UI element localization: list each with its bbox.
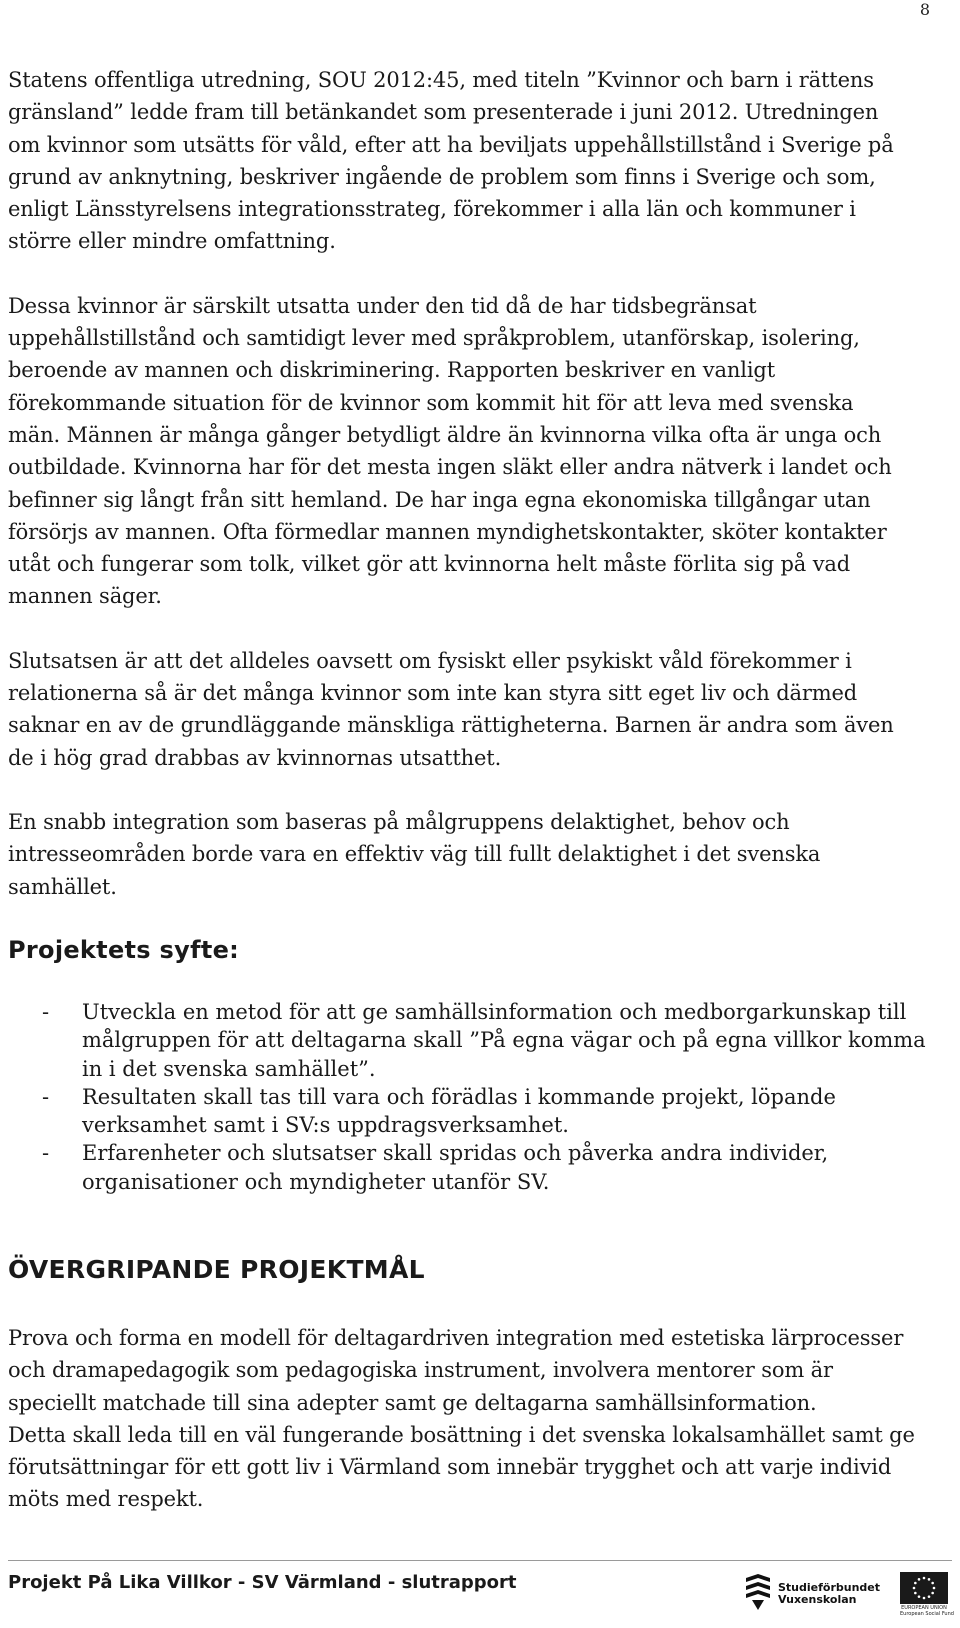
text-line: samhället. [8,874,117,899]
footer-divider [8,1560,952,1561]
paragraph [8,64,938,258]
text-line: Resultaten skall tas till vara och förädlas i kommande projekt, löpande [82,1084,836,1109]
text-line: beroende av mannen och diskriminering. Rapporten beskriver en vanligt [8,358,775,383]
eu-star [933,1587,936,1590]
eu-caption-line: EUROPEAN UNION [901,1605,947,1611]
footer-title: Projekt På Lika Villkor - SV Värmland - slutrapport [8,1572,517,1593]
paragraph [8,806,938,903]
text-line: Statens offentliga utredning, SOU 2012:45, med titeln ”Kvinnor och barn i rättens [8,68,874,92]
text-line: förutsättningar för ett gott liv i Värmland som innebär trygghet och att varje individ [8,1455,892,1480]
text-line: Slutsatsen är att det alldeles oavsett om fysiskt eller psykiskt våld förekommer i [8,648,852,673]
text-line: Dessa kvinnor är särskilt utsatta under den tid då de har tidsbegränsat [8,293,757,318]
eu-star [918,1595,921,1598]
text-line: speciellt matchade till sina adepter samt ge deltagarna samhällsinformation. [8,1390,817,1415]
eu-stars-icon [901,1573,947,1603]
eu-star [923,1577,926,1580]
text-line: grund av anknytning, beskriver ingående de problem som finns i Sverige och som, [8,164,876,189]
text-line: in i det svenska samhället”. [82,1056,376,1081]
sv-logo-line: Studieförbundet [778,1581,881,1594]
eu-star [914,1582,917,1585]
text-line: målgruppen för att deltagarna skall ”På egna vägar och på egna villkor komma [82,1028,926,1053]
text-line: försörjs av mannen. Ofta förmedlar mannen myndighetskontakter, sköter kontakter [8,519,887,544]
purpose-item [8,1083,938,1140]
text-line: möts med respekt. [8,1487,204,1512]
text-line: utåt och fungerar som tolk, vilket gör att kvinnorna helt måste förlita sig på vad [8,552,851,577]
eu-star [918,1578,921,1581]
dash-marker: - [42,1084,50,1109]
text-line: om kvinnor som utsätts för våld, efter att ha beviljats uppehållstillstånd i Sverige på [8,132,894,157]
text-line: mannen säger. [8,584,162,609]
text-line: Prova och forma en modell för deltagardriven integration med estetiska lärprocesser [8,1326,904,1350]
eu-caption-line: European Social Fund [900,1611,954,1617]
text-line: Utveckla en metod för att ge samhällsinformation och medborgarkunskap till [82,1000,907,1024]
text-line: verksamhet samt i SV:s uppdragsverksamhet. [82,1113,569,1138]
page-number: 8 [919,0,930,19]
goal-paragraph [8,1322,938,1516]
text-line: Detta skall leda till en väl fungerande bosättning i det svenska lokalsamhället samt ge [8,1422,915,1447]
eu-star [928,1595,931,1598]
text-line: organisationer och myndigheter utanför SV. [82,1169,550,1194]
text-line: intresseområden borde vara en effektiv väg till fullt delaktighet i det svenska [8,842,821,867]
text-line: enligt Länsstyrelsens integrationsstrateg, förekommer i alla län och kommuner i [8,197,856,222]
text-line: män. Männen är många gånger betydligt äldre än kvinnorna vilka ofta är unga och [8,422,882,447]
studieforbundet-logo [742,1568,882,1616]
text-line: saknar en av de grundläggande mänskliga rättigheterna. Barnen är andra som även [8,713,894,738]
eu-star [913,1587,916,1590]
sv-logo-text [778,1582,880,1606]
eu-caption [900,1605,954,1617]
purpose-list [8,998,938,1196]
eu-star [923,1597,926,1600]
eu-flag-icon [900,1572,948,1604]
purpose-heading: Projektets syfte: [8,936,240,964]
eu-star [931,1582,934,1585]
text-line: gränsland” ledde fram till betänkandet som presenterade i juni 2012. Utredningen [8,100,879,125]
dash-marker: - [42,1000,50,1024]
sv-logo-line: Vuxenskolan [778,1593,857,1606]
goal-heading: ÖVERGRIPANDE PROJEKTMÅL [8,1255,425,1284]
text-line: befinner sig långt från sitt hemland. De har inga egna ekonomiska tillgångar utan [8,487,871,512]
purpose-item [8,998,938,1083]
paragraph [8,290,938,613]
text-line: och dramapedagogik som pedagogiska instrument, involvera mentorer som är [8,1358,833,1383]
text-line: Erfarenheter och slutsatser skall spridas och påverka andra individer, [82,1141,829,1166]
dash-marker: - [42,1141,50,1166]
body-text [8,64,938,903]
text-line: förekommande situation för de kvinnor som kommit hit för att leva med svenska [8,390,854,415]
text-line: de i hög grad drabbas av kvinnornas utsatthet. [8,745,502,770]
text-line: En snabb integration som baseras på målgruppens delaktighet, behov och [8,809,790,834]
text-line: outbildade. Kvinnorna har för det mesta ingen släkt eller andra nätverk i landet och [8,455,892,480]
eu-star [928,1578,931,1581]
paragraph [8,645,938,774]
eu-star [931,1592,934,1595]
sv-logo-icon [742,1572,774,1612]
eu-star [914,1592,917,1595]
text-line: uppehållstillstånd och samtidigt lever med språkproblem, utanförskap, isolering, [8,326,860,351]
purpose-item [8,1139,938,1196]
text-line: relationerna så är det många kvinnor som inte kan styra sitt eget liv och därmed [8,681,858,706]
eu-logo [900,1572,954,1620]
text-line: större eller mindre omfattning. [8,229,336,254]
